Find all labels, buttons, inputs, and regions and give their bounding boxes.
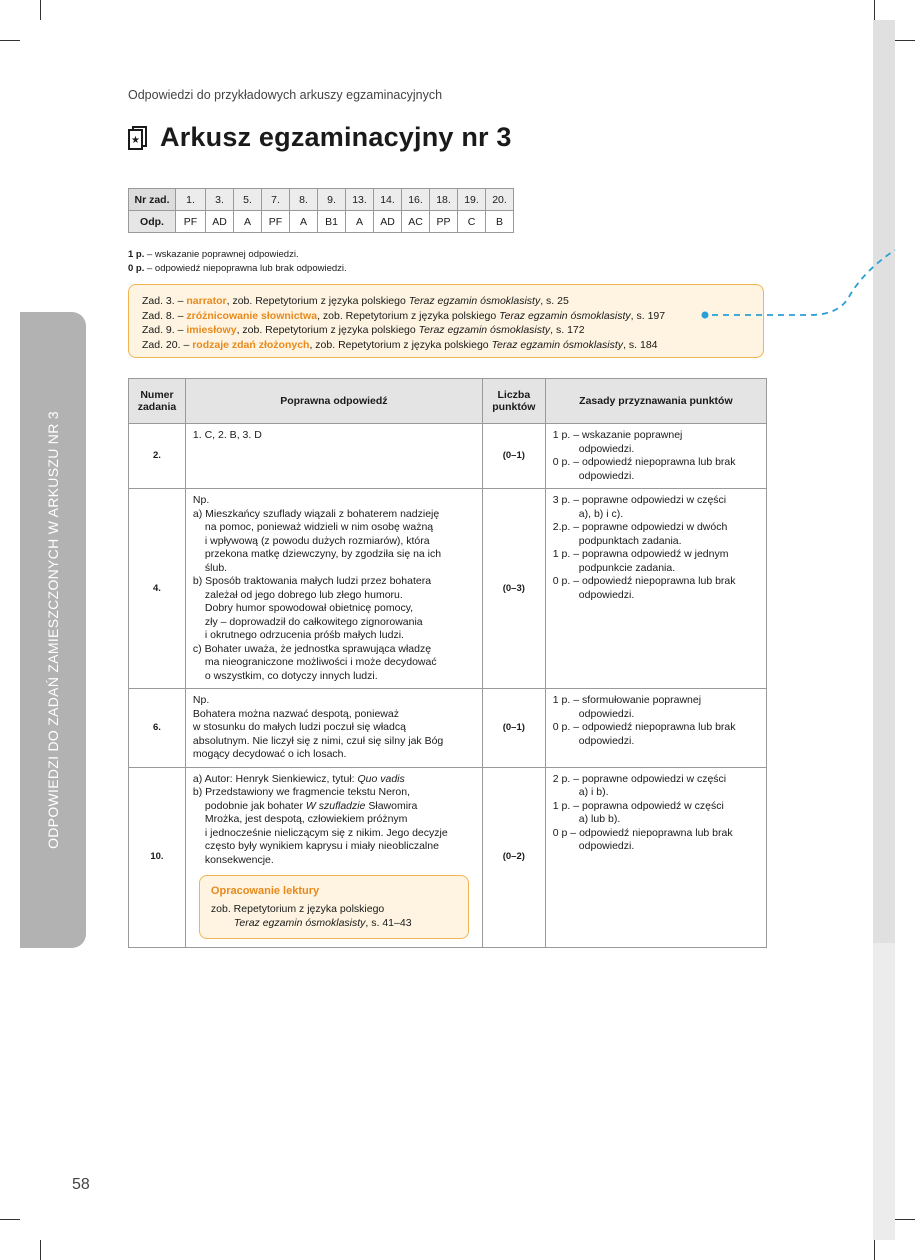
- answer-text: i jednocześnie nieliczącym się z nikim. Jego decyzje: [204, 826, 448, 839]
- reference-text: , zob. Repetytorium z języka polskiego: [317, 309, 500, 322]
- answer-line: a) Mieszkańcy szuflady wiązali z bohaterem nadzieję: [192, 507, 440, 520]
- task-number-cell: 13.: [346, 189, 374, 211]
- task-number-cell: 18.: [430, 189, 458, 211]
- crop-mark: [0, 40, 20, 41]
- table-row: [129, 489, 767, 689]
- answer-line: [193, 786, 475, 800]
- answer-cell: PP: [430, 211, 458, 233]
- answer-cell: A: [234, 211, 262, 233]
- reference-text: , zob. Repetytorium z języka polskiego: [226, 295, 409, 307]
- task-number-cell: 9.: [318, 189, 346, 211]
- reference-term: narrator: [186, 295, 227, 307]
- table-row: [129, 424, 767, 489]
- answer-line: [193, 773, 475, 787]
- rule-line: odpowiedzi.: [578, 442, 635, 455]
- rule-line: a) i b).: [578, 786, 609, 798]
- answer-text: Sławomira: [365, 799, 418, 812]
- answer-text: konsekwencje.: [204, 853, 274, 866]
- rule-line: odpowiedzi.: [578, 840, 635, 852]
- legend-text: – wskazanie poprawnej odpowiedzi.: [144, 249, 299, 260]
- table-row: [129, 689, 767, 768]
- scoring-rules: [545, 689, 766, 768]
- task-number-cell: 19.: [458, 189, 486, 211]
- rule-line: podpunktach zadania.: [578, 534, 682, 547]
- lecture-box: [199, 875, 469, 939]
- answer-text: a) Autor: Henryk Sienkiewicz, tytuł:: [192, 772, 358, 785]
- legend-text: – odpowiedź niepoprawna lub brak odpowiedzi.: [144, 263, 347, 274]
- reference-term: rodzaje zdań złożonych: [192, 338, 310, 351]
- reference-page: , s. 184: [623, 338, 658, 351]
- reference-line: [142, 323, 750, 338]
- crop-mark: [874, 0, 875, 20]
- reference-text: , zob. Repetytorium z języka polskiego: [309, 338, 492, 351]
- exam-sheet-icon: [128, 125, 148, 151]
- rule-line: odpowiedzi.: [578, 469, 635, 482]
- lecture-ref: [211, 916, 457, 930]
- answer-line: zły – doprowadził do całkowitego zignorowania: [204, 615, 423, 628]
- task-number: 4.: [129, 489, 186, 689]
- page-number: 58: [72, 1176, 90, 1193]
- answer-line: [193, 800, 475, 814]
- points-range: (0–3): [482, 489, 545, 689]
- rule-line: 1 p. – sformułowanie poprawnej: [552, 694, 702, 706]
- rule-line: odpowiedzi.: [578, 588, 635, 601]
- crop-mark: [0, 1219, 20, 1220]
- answer-line: przekona matkę dziewczyny, by zgodziła się na ich: [204, 548, 442, 560]
- reference-book: Teraz egzamin ósmoklasisty: [418, 324, 551, 336]
- reference-page: , s. 172: [550, 324, 585, 336]
- correct-answer: [185, 489, 482, 689]
- answer-line: mogący decydować o ich losach.: [192, 748, 347, 760]
- scoring-rules: [545, 424, 766, 489]
- answer-text: Mrożka, jest despotą, człowiekiem próżnym: [204, 813, 408, 825]
- rule-line: 0 p. – odpowiedź niepoprawna lub brak: [552, 456, 736, 468]
- reference-page: , s. 25: [540, 295, 569, 307]
- reference-term: zróżnicowanie słownictwa: [186, 309, 318, 322]
- right-margin-bar: [873, 20, 895, 1240]
- answer-cell: C: [458, 211, 486, 233]
- rule-line: odpowiedzi.: [578, 707, 635, 720]
- task-number-cell: 7.: [262, 189, 290, 211]
- crop-mark: [40, 0, 41, 20]
- lecture-ref: zob. Repetytorium z języka polskiego: [210, 903, 385, 915]
- rule-line: 2.p. – poprawne odpowiedzi w dwóch: [552, 521, 728, 533]
- rule-line: 1 p. – wskazanie poprawnej: [552, 429, 683, 441]
- task-number-cell: 5.: [234, 189, 262, 211]
- task-number: 10.: [129, 767, 186, 947]
- page-title-block: [128, 122, 512, 153]
- reference-page: , s. 197: [630, 309, 666, 322]
- task-number-cell: 8.: [290, 189, 318, 211]
- side-tab-label: ODPOWIEDZI DO ZADAŃ ZAMIESZCZONYCH W ARKUSZU NR 3: [45, 411, 61, 849]
- answer-title: W szufladzie: [305, 799, 366, 812]
- reference-term: imiesłowy: [186, 324, 237, 336]
- table-row: [129, 767, 767, 947]
- answer-line: b) Sposób traktowania małych ludzi przez bohatera: [192, 575, 432, 587]
- answer-cell: B: [486, 211, 514, 233]
- answer-line: Np.: [192, 494, 210, 506]
- points-range: (0–1): [482, 424, 545, 489]
- answer-text: często były wynikiem kaprysu i miały nieobliczalne: [204, 840, 439, 852]
- rule-line: odpowiedzi.: [578, 734, 635, 747]
- side-tab: [20, 312, 86, 948]
- points-range: (0–1): [482, 689, 545, 768]
- answer-line: w stosunku do małych ludzi poczuł się władcą: [192, 721, 406, 733]
- rule-line: podpunkcie zadania.: [578, 561, 676, 574]
- answer-cell: A: [290, 211, 318, 233]
- header-scoring-rules: Zasady przyznawania punktów: [545, 379, 766, 424]
- answer-line: o wszystkim, co dotyczy innych ludzi.: [204, 669, 378, 682]
- crop-mark: [895, 1219, 915, 1220]
- answer-line: [193, 813, 475, 827]
- scoring-rules: [545, 767, 766, 947]
- scoring-rules: [545, 489, 766, 689]
- lecture-book: Teraz egzamin ósmoklasisty: [233, 917, 366, 929]
- scoring-legend: [128, 248, 347, 276]
- answer-line: Bohatera można nazwać despotą, ponieważ: [192, 707, 399, 720]
- rule-line: 1 p. – poprawna odpowiedź w jednym: [552, 548, 729, 560]
- correct-answer: [185, 689, 482, 768]
- reference-task: Zad. 9. –: [142, 324, 187, 336]
- points-range: (0–2): [482, 767, 545, 947]
- task-number-cell: 1.: [176, 189, 206, 211]
- reference-line: [142, 338, 750, 353]
- reference-task: Zad. 3. –: [142, 295, 187, 307]
- table-header-row: [129, 379, 767, 424]
- task-number-cell: 20.: [486, 189, 514, 211]
- answer-line: absolutnym. Nie liczył się z nimi, czuł się silny jak Bóg: [192, 734, 444, 747]
- reference-line: [142, 294, 750, 309]
- reference-text: , zob. Repetytorium z języka polskiego: [236, 324, 419, 336]
- lecture-box-title: Opracowanie lektury: [210, 885, 320, 897]
- rule-line: 0 p. – odpowiedź niepoprawna lub brak: [552, 575, 736, 587]
- reference-book: Teraz egzamin ósmoklasisty: [408, 295, 541, 307]
- rule-line: 1 p. – poprawna odpowiedź w części: [552, 799, 724, 812]
- connector-line: [700, 245, 900, 325]
- task-number-cell: 14.: [374, 189, 402, 211]
- reference-task: Zad. 8. –: [142, 309, 187, 322]
- answer-cell: PF: [176, 211, 206, 233]
- lecture-pages: , s. 41–43: [365, 917, 412, 929]
- answer-line: i okrutnego odrzucenia próśb małych ludzi.: [204, 629, 404, 641]
- legend-points: 0 p.: [128, 263, 145, 274]
- task-number-cell: 16.: [402, 189, 430, 211]
- answer-line: Np.: [192, 694, 210, 706]
- correct-answer: [185, 767, 482, 947]
- task-number-cell: 3.: [206, 189, 234, 211]
- reference-book: Teraz egzamin ósmoklasisty: [499, 309, 631, 322]
- answer-cell: B1: [318, 211, 346, 233]
- answer-line: [193, 854, 475, 868]
- row-label-answer: Odp.: [129, 211, 176, 233]
- rule-line: a) lub b).: [578, 813, 621, 825]
- answer-line: na pomoc, ponieważ widzieli w nim osobę ważną: [204, 521, 434, 533]
- answer-cell: AC: [402, 211, 430, 233]
- answer-key-table: [128, 188, 514, 233]
- rule-line: 0 p – odpowiedź niepoprawna lub brak: [552, 826, 733, 839]
- crop-mark: [895, 40, 915, 41]
- header-task-number: Numer zadania: [129, 379, 186, 424]
- crop-mark: [40, 1240, 41, 1260]
- answer-text: podobnie jak bohater: [204, 799, 306, 812]
- legend-points: 1 p.: [128, 249, 145, 260]
- reference-book: Teraz egzamin ósmoklasisty: [491, 338, 624, 351]
- answer-cell: AD: [206, 211, 234, 233]
- rule-line: 3 p. – poprawne odpowiedzi w części: [552, 494, 727, 506]
- page-title: Arkusz egzaminacyjny nr 3: [160, 122, 512, 152]
- answer-line: ślub.: [204, 561, 228, 574]
- correct-answer: [185, 424, 482, 489]
- reference-line: [142, 309, 750, 324]
- rule-line: 2 p. – poprawne odpowiedzi w części: [552, 772, 727, 785]
- running-header: Odpowiedzi do przykładowych arkuszy egzaminacyjnych: [128, 88, 443, 102]
- row-label-task: Nr zad.: [129, 189, 176, 211]
- crop-mark: [874, 1240, 875, 1260]
- answer-line: [193, 827, 475, 841]
- reference-task: Zad. 20. –: [142, 338, 193, 351]
- header-correct-answer: Poprawna odpowiedź: [185, 379, 482, 424]
- answer-line: i wpływową (z powodu dużych rozmiarów), która: [204, 534, 430, 547]
- svg-text:★: ★: [131, 134, 140, 146]
- header-points: Liczba punktów: [482, 379, 545, 424]
- answer-line: c) Bohater uważa, że jednostka sprawująca władzę: [192, 642, 432, 655]
- answer-line: [193, 840, 475, 854]
- answer-cell: PF: [262, 211, 290, 233]
- answer-line: Dobry humor spowodował obietnicę pomocy,: [204, 602, 414, 614]
- task-number: 2.: [129, 424, 186, 489]
- answer-line: zależał od jego dobrego lub złego humoru.: [204, 588, 403, 601]
- references-box: [128, 284, 764, 358]
- solutions-table: [128, 378, 767, 948]
- answer-cell: A: [346, 211, 374, 233]
- answer-line: 1. C, 2. B, 3. D: [192, 429, 262, 441]
- rule-line: a), b) i c).: [578, 507, 624, 520]
- answer-cell: AD: [374, 211, 402, 233]
- answer-title: Quo vadis: [357, 772, 405, 785]
- answer-line: ma nieograniczone możliwości i może decydować: [204, 656, 437, 668]
- task-number: 6.: [129, 689, 186, 768]
- answer-text: b) Przedstawiony we fragmencie tekstu Neron,: [192, 786, 411, 798]
- rule-line: 0 p. – odpowiedź niepoprawna lub brak: [552, 721, 736, 733]
